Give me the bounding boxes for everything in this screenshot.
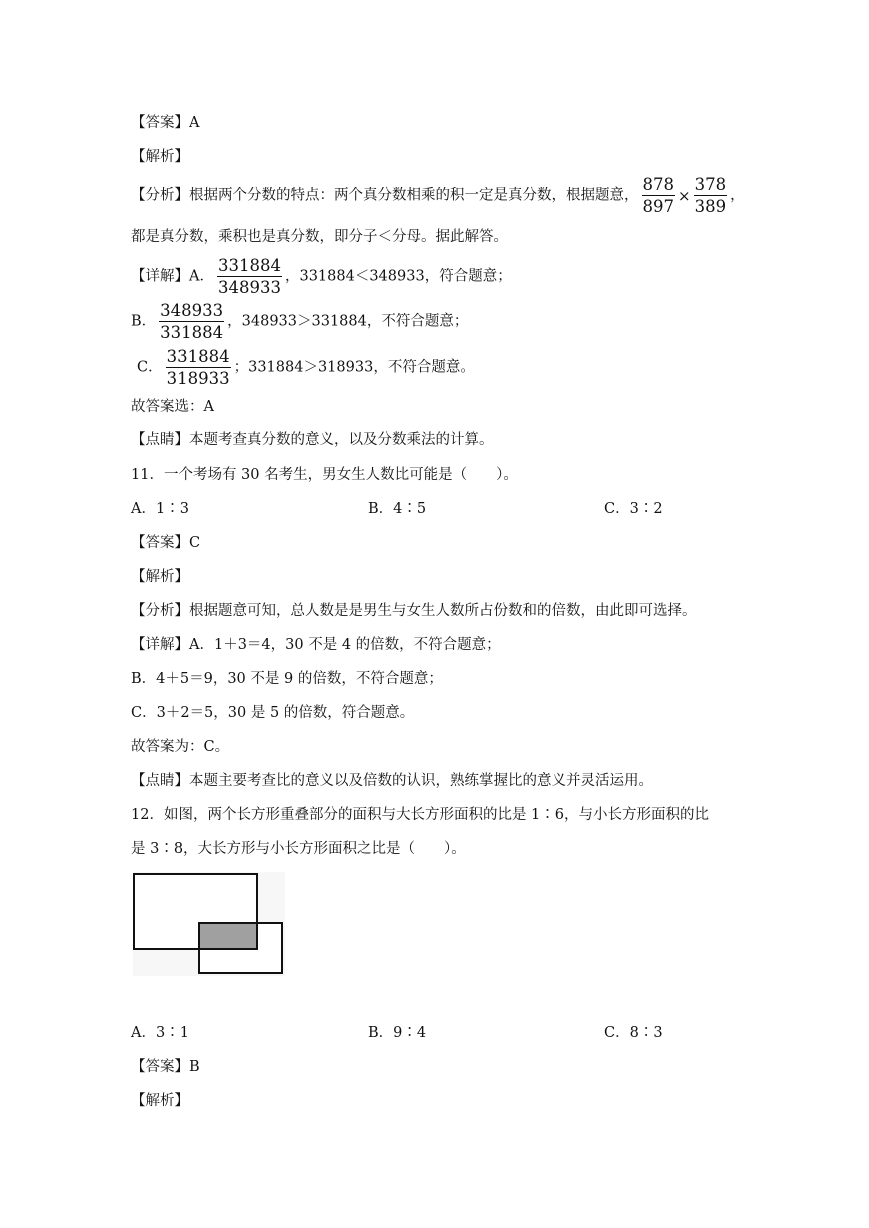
times-sign: ×: [678, 186, 691, 205]
q12-option-b: B．9∶4: [368, 1025, 427, 1041]
q11-detail-a: 【详解】A．1＋3＝4，30 不是 4 的倍数，不符合题意；: [131, 637, 501, 653]
q11-jiexi-heading: 【解析】: [131, 569, 189, 585]
q12-answer: 【答案】B: [131, 1059, 200, 1075]
fraction-detail-c: $\frac{331884}{318933}$: [166, 347, 230, 388]
fraction-378-389: $\frac{378}{389}$: [694, 175, 727, 216]
q11-fenxi: 【分析】根据题意可知，总人数是是男生与女生人数所占份数和的倍数，由此即可选择。: [131, 603, 697, 619]
q12-jiexi-heading: 【解析】: [131, 1093, 189, 1109]
q10-dianjing: 【点睛】本题考查真分数的意义，以及分数乘法的计算。: [131, 432, 494, 448]
q10-answer: 【答案】A: [131, 115, 200, 131]
q10-fenxi-line2: 都是真分数，乘积也是真分数，即分子＜分母。据此解答。: [131, 229, 508, 245]
q12-option-a: A．3∶1: [131, 1025, 189, 1041]
fraction-detail-b: $\frac{348933}{331884}$: [160, 301, 224, 342]
fraction-878-897: $\frac{878}{897}$: [642, 175, 674, 216]
q11-detail-c: C．3＋2＝5，30 是 5 的倍数，符合题意。: [131, 705, 415, 721]
q11-option-a: A．1∶3: [131, 501, 189, 517]
q11-option-b: B．4∶5: [368, 501, 427, 517]
q10-detail-c: C． $\frac{331884}{318933}$ ；331884＞318933，不符合题意。: [137, 347, 475, 388]
q10-fenxi: 【分析】根据两个分数的特点：两个真分数相乘的积一定是真分数，根据题意， $\frac{878}{897}$ × $\frac{378}{389}$ ，: [131, 175, 745, 216]
fenxi-text: 【分析】根据两个分数的特点：两个真分数相乘的积一定是真分数，根据题意，: [131, 187, 639, 204]
q10-jiexi-heading: 【解析】: [131, 149, 189, 165]
overlap-region: [199, 923, 257, 949]
q11-option-c: C．3∶2: [604, 501, 663, 517]
q12-question-line1: 12．如图，两个长方形重叠部分的面积与大长方形面积的比是 1∶6，与小长方形面积的比: [131, 807, 710, 823]
q10-detail-a: 【详解】A． $\frac{331884}{348933}$ ，331884＜348933，符合题意；: [131, 256, 512, 297]
q10-final-answer: 故答案选：A: [131, 399, 214, 415]
q11-dianjing: 【点睛】本题主要考查比的意义以及倍数的认识，熟练掌握比的意义并灵活运用。: [131, 773, 653, 789]
q11-final-answer: 故答案为：C。: [131, 739, 230, 755]
q12-option-c: C．8∶3: [604, 1025, 663, 1041]
overlapping-rectangles-figure: [133, 872, 285, 978]
q11-detail-b: B．4＋5＝9，30 不是 9 的倍数，不符合题意；: [131, 671, 443, 687]
q11-question: 11．一个考场有 30 名考生，男女生人数比可能是（ ）。: [131, 467, 518, 483]
q11-answer: 【答案】C: [131, 535, 201, 551]
fraction-detail-a: $\frac{331884}{348933}$: [217, 256, 281, 297]
q12-question-line2: 是 3∶8，大长方形与小长方形面积之比是（ ）。: [131, 841, 466, 857]
q10-detail-b: B． $\frac{348933}{331884}$ ，348933＞331884，不符合题意；: [131, 301, 469, 342]
